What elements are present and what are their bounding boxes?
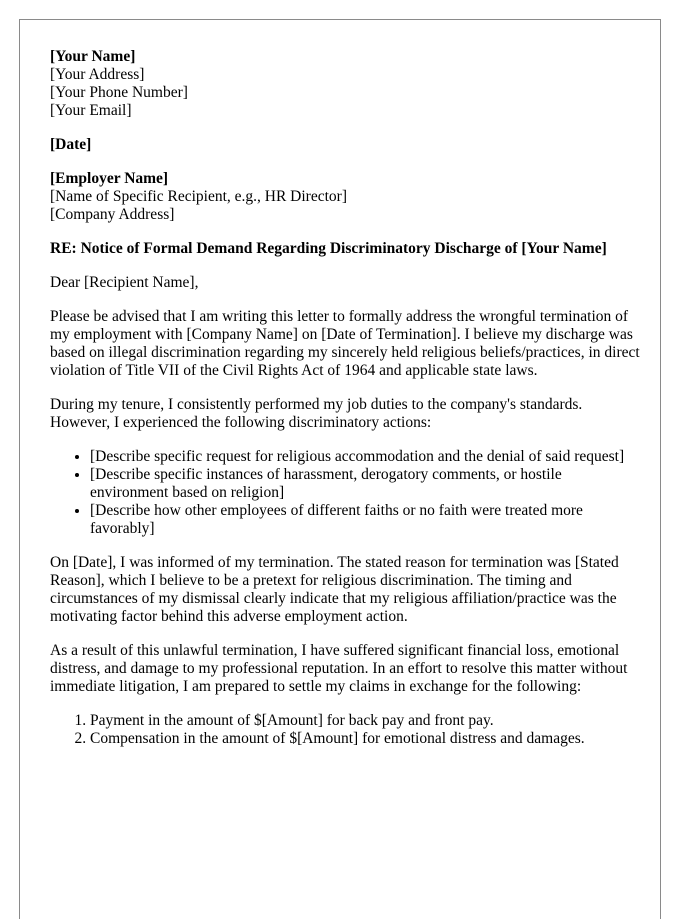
salutation: Dear [Recipient Name], xyxy=(50,274,199,291)
sender-address: [Your Address] xyxy=(50,66,145,83)
paragraph-damages: As a result of this unlawful termination, I have suffered significant financial loss, emotional distress, and damage to my professional reputation. In an effort to resolve this matter without immediate litigation, I am prepared to settle my claims in exchange for the following: xyxy=(50,642,628,695)
paragraph-termination: On [Date], I was informed of my termination. The stated reason for termination was [Stated Reason], which I believe to be a pretext for religious discrimination. The timing and circumstances of my dismissal clearly indicate that my religious affiliation/practice was the motivating factor behind this adverse employment action. xyxy=(50,554,619,625)
sender-block xyxy=(50,48,640,120)
sender-email: [Your Email] xyxy=(50,102,132,119)
subject-line: RE: Notice of Formal Demand Regarding Discriminatory Discharge of [Your Name] xyxy=(50,240,607,257)
list-item: • [Describe specific request for religious accommodation and the denial of said request] xyxy=(90,448,640,466)
paragraph-intro: Please be advised that I am writing this letter to formally address the wrongful termination of my employment with [Company Name] on [Date of Termination]. I believe my discharge was based on illegal discrimination regarding my sincerely held religious beliefs/practices, in direct violation of Title VII of the Civil Rights Act of 1964 and applicable state laws. xyxy=(50,308,640,379)
letter-date: [Date] xyxy=(50,136,92,153)
recipient-block xyxy=(50,170,640,224)
list-item: 2. Compensation in the amount of $[Amount] for emotional distress and damages. xyxy=(90,730,640,748)
sender-phone: [Your Phone Number] xyxy=(50,84,188,101)
list-item: 1. Payment in the amount of $[Amount] for back pay and front pay. xyxy=(90,712,640,730)
sender-name: [Your Name] xyxy=(50,48,136,65)
recipient-name: [Name of Specific Recipient, e.g., HR Director] xyxy=(50,188,347,205)
list-item: • [Describe how other employees of different faiths or no faith were treated more favorably] xyxy=(90,502,640,538)
discriminatory-actions-list xyxy=(50,448,640,538)
demands-list xyxy=(50,712,640,748)
list-item: • [Describe specific instances of harassment, derogatory comments, or hostile environment based on religion] xyxy=(90,466,640,502)
date-block xyxy=(50,136,640,154)
letter-page xyxy=(19,19,661,919)
letter-body xyxy=(50,48,640,764)
paragraph-tenure: During my tenure, I consistently performed my job duties to the company's standards. However, I experienced the following discriminatory actions: xyxy=(50,396,583,431)
company-address: [Company Address] xyxy=(50,206,175,223)
employer-name: [Employer Name] xyxy=(50,170,169,187)
subject-block xyxy=(50,240,640,258)
